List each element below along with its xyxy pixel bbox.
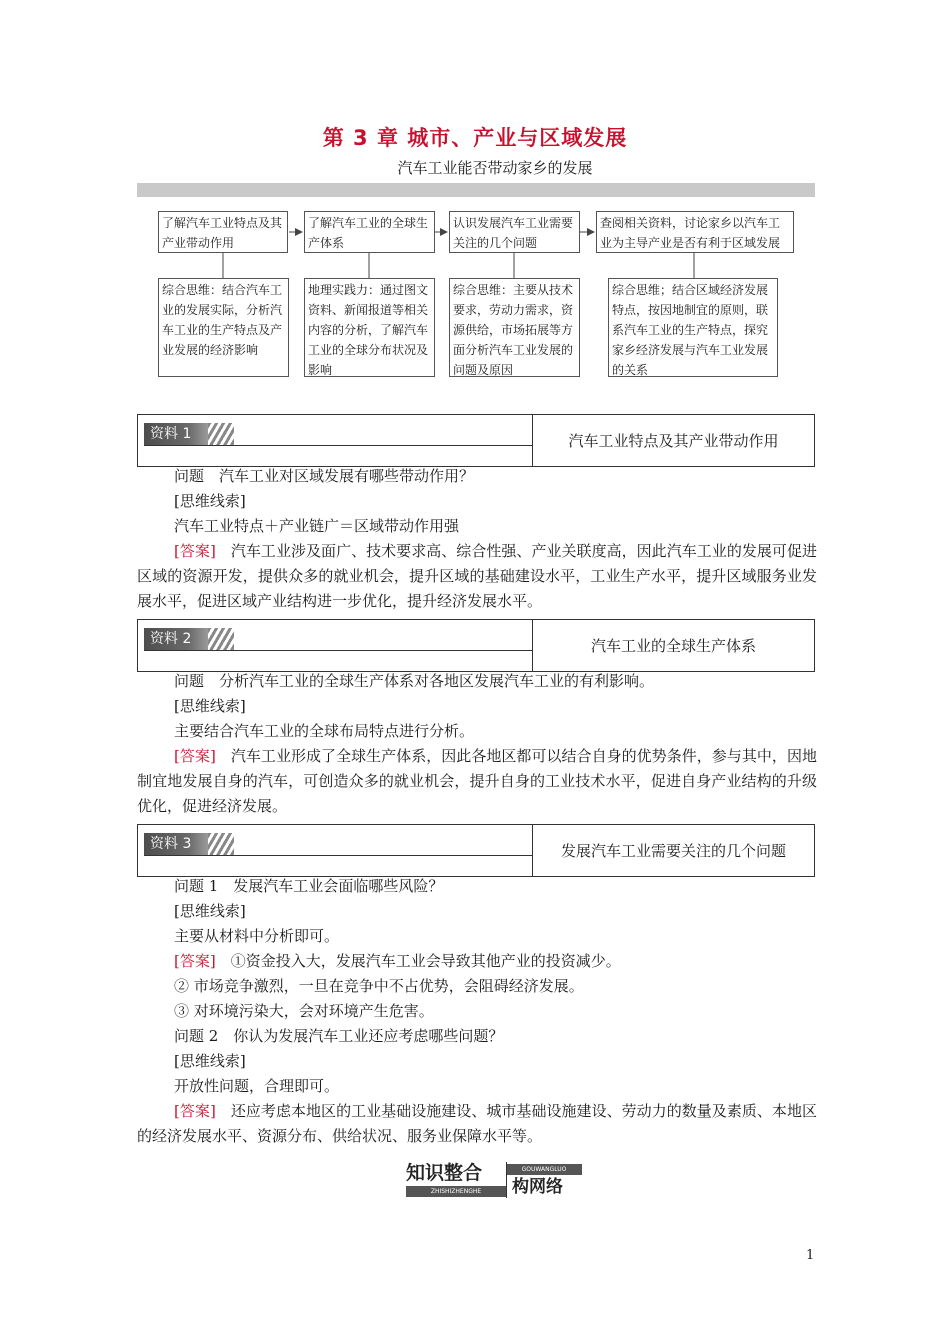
material-2-answer-text: 汽车工业形成了全球生产体系，因此各地区都可以结合自身的优势条件，参与其中，因地制宜地发展自身的汽车，可创造众多的就业机会，提升自身的工业技术水平，促进自身产业结构的升级优化，促进经济发展。 bbox=[137, 747, 817, 815]
lesson-subtitle: 汽车工业能否带动家乡的发展 bbox=[397, 159, 593, 177]
material-2-tag-line bbox=[144, 628, 532, 651]
material-3-answer-1-point-1: ①资金投入大，发展汽车工业会导致其他产业的投资减少。 bbox=[215, 952, 621, 970]
flow-step-1: 了解汽车工业特点及其产业带动作用 bbox=[158, 211, 288, 253]
answer-label: [答案] bbox=[174, 952, 216, 970]
flow-step-4: 查阅相关资料，讨论家乡以汽车工业为主导产业是否有利于区域发展 bbox=[596, 211, 794, 253]
flow-detail-2: 地理实践力：通过图文资料、新闻报道等相关内容的分析，了解汽车工业的全球分布状况及影响 bbox=[304, 278, 435, 377]
flow-step-3: 认识发展汽车工业需要关注的几个问题 bbox=[449, 211, 580, 253]
logo-pinyin-top: GOUWANGLUO bbox=[506, 1164, 582, 1175]
tag-stripes-icon bbox=[208, 423, 234, 445]
material-3-clue-1: 主要从材料中分析即可。 bbox=[174, 927, 340, 945]
flow-step-2: 了解汽车工业的全球生产体系 bbox=[304, 211, 435, 253]
material-2-topic: 汽车工业的全球生产体系 bbox=[532, 620, 814, 671]
flow-connectors bbox=[0, 0, 950, 400]
material-2-answer bbox=[137, 744, 817, 819]
tag-stripes-icon bbox=[208, 833, 234, 855]
knowledge-integration-logo bbox=[406, 1162, 584, 1198]
material-3-clue-2: 开放性问题，合理即可。 bbox=[174, 1077, 340, 1095]
logo-main-text: 知识整合 bbox=[406, 1162, 483, 1184]
page-number: 1 bbox=[806, 1248, 815, 1263]
material-1-question: 问题 汽车工业对区域发展有哪些带动作用？ bbox=[174, 467, 475, 485]
material-3-answer-1-point-2: ② 市场竞争激烈，一旦在竞争中不占优势，会阻碍经济发展。 bbox=[174, 977, 584, 995]
logo-sub-text: 构网络 bbox=[512, 1177, 563, 1197]
material-3-answer-2 bbox=[137, 1099, 817, 1149]
flow-detail-3: 综合思维：主要从技术要求，劳动力需求，资源供给，市场拓展等方面分析汽车工业发展的问题及原因 bbox=[449, 278, 580, 377]
material-2-clue: 主要结合汽车工业的全球布局特点进行分析。 bbox=[174, 722, 475, 740]
chapter-title: 第 3 章 城市、产业与区域发展 bbox=[322, 126, 628, 150]
answer-label: [答案] bbox=[174, 542, 216, 560]
material-3-answer-1 bbox=[137, 949, 817, 974]
answer-label: [答案] bbox=[174, 1102, 216, 1120]
material-1-tag: 资料 1 bbox=[144, 423, 208, 445]
material-2-question: 问题 分析汽车工业的全球生产体系对各地区发展汽车工业的有利影响。 bbox=[174, 672, 655, 690]
material-3-clue-label-2: [思维线索] bbox=[174, 1052, 246, 1070]
material-3-clue-label-1: [思维线索] bbox=[174, 902, 246, 920]
flow-detail-1: 综合思维：结合汽车工业的发展实际，分析汽车工业的生产特点及产业发展的经济影响 bbox=[158, 278, 289, 377]
material-3-topic: 发展汽车工业需要关注的几个问题 bbox=[532, 825, 814, 876]
material-1-answer bbox=[137, 539, 817, 614]
material-3-question-2: 问题 2 你认为发展汽车工业还应考虑哪些问题？ bbox=[174, 1027, 504, 1045]
material-3-answer-2-text: 还应考虑本地区的工业基础设施建设、城市基础设施建设、劳动力的数量及素质、本地区的经济发展水平、资源分布、供给状况、服务业保障水平等。 bbox=[137, 1102, 817, 1145]
logo-divider bbox=[506, 1162, 507, 1198]
material-3-tag: 资料 3 bbox=[144, 833, 208, 855]
material-1-clue: 汽车工业特点＋产业链广＝区域带动作用强 bbox=[174, 517, 460, 535]
material-3-header bbox=[137, 824, 815, 877]
material-2-clue-label: [思维线索] bbox=[174, 697, 246, 715]
material-1-clue-label: [思维线索] bbox=[174, 492, 246, 510]
answer-label: [答案] bbox=[174, 747, 216, 765]
flow-detail-4: 综合思维；结合区域经济发展特点，按因地制宜的原则，联系汽车工业的生产特点，探究家乡经济发展与汽车工业发展的关系 bbox=[608, 278, 778, 377]
logo-pinyin-bottom: ZHISHIZHENGHE bbox=[406, 1186, 506, 1197]
material-1-topic: 汽车工业特点及其产业带动作用 bbox=[532, 415, 814, 466]
material-1-answer-text: 汽车工业涉及面广、技术要求高、综合性强、产业关联度高，因此汽车工业的发展可促进区域的资源开发，提供众多的就业机会，提升区域的基础建设水平，工业生产水平，提升区域服务业发展水平，促进区域产业结构进一步优化，提升经济发展水平。 bbox=[137, 542, 817, 610]
material-2-tag: 资料 2 bbox=[144, 628, 208, 650]
material-1-header bbox=[137, 414, 815, 467]
tag-stripes-icon bbox=[208, 628, 234, 650]
material-3-tag-line bbox=[144, 833, 532, 856]
material-1-tag-line bbox=[144, 423, 532, 446]
material-3-question-1: 问题 1 发展汽车工业会面临哪些风险？ bbox=[174, 877, 444, 895]
material-3-answer-1-point-3: ③ 对环境污染大，会对环境产生危害。 bbox=[174, 1002, 434, 1020]
material-2-header bbox=[137, 619, 815, 672]
